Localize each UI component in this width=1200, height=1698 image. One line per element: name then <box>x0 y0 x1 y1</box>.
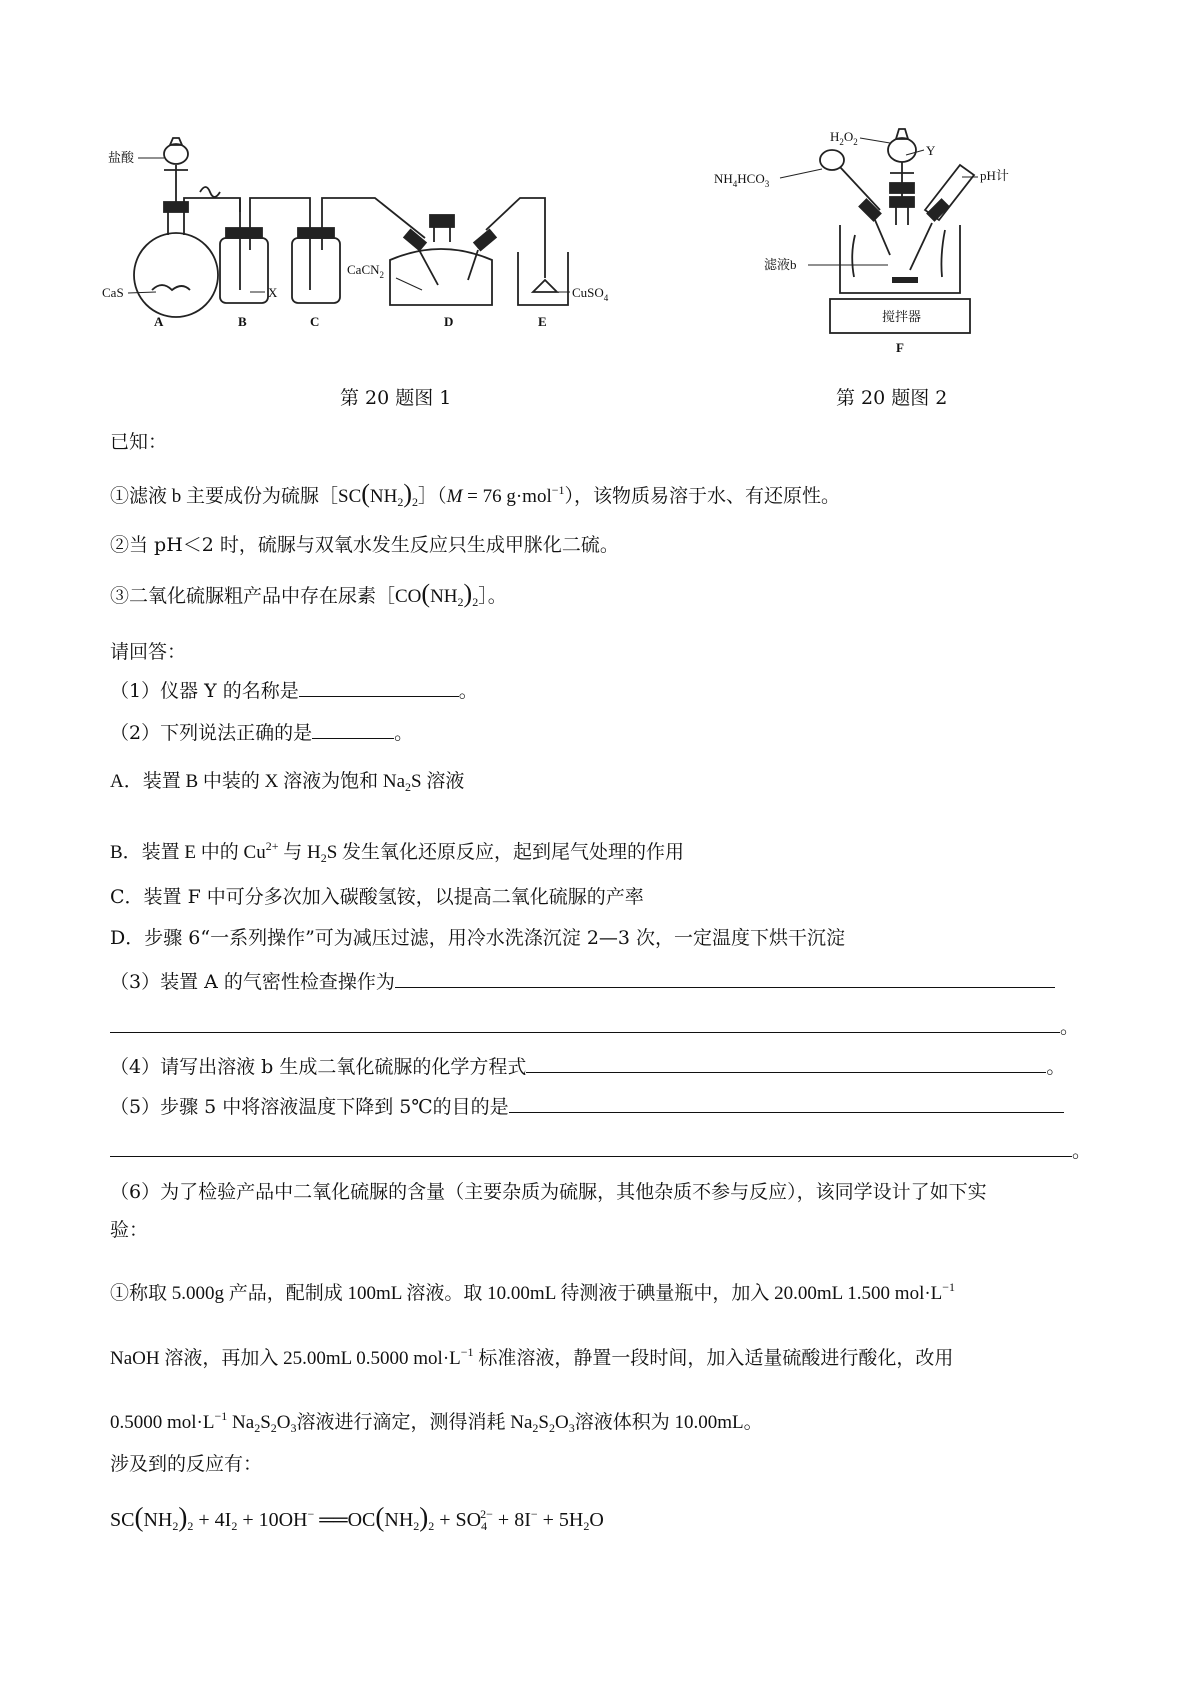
figure-2-caption: 第 20 题图 2 <box>836 387 948 409</box>
cacn2-label: CaCN$_2$ <box>347 262 384 280</box>
stirrer-label: 搅拌器 <box>882 309 922 324</box>
known-item-3: ③二氧化硫脲粗产品中存在尿素$[CO(NH_2)_2]$。 <box>110 579 507 609</box>
procedure-line-3: 0.5000 $mol\cdot L^{-1}$ $Na_2S_2O_3$溶液进行滴定，测得消耗 $Na_2S_2O_3$溶液体积为 10.00mL。 <box>110 1409 763 1435</box>
figure-1-drawing <box>100 120 690 345</box>
h2o2-label: $H_2O_2$ <box>830 129 858 147</box>
question-3: （3）装置 A 的气密性检查操作为 <box>110 967 1055 996</box>
question-5-cont: 。 <box>110 1136 1091 1165</box>
figure-1-labels <box>102 150 609 329</box>
bottle-c <box>292 238 340 303</box>
option-c: C．装置 F 中可分多次加入碳酸氢铵，以提高二氧化硫脲的产率 <box>110 886 644 908</box>
answer-blank-3b[interactable] <box>110 1012 1060 1033</box>
reaction-equation: $SC(NH_2)_2 + 4I_2 + 10OH^-$ $══OC(NH_2)_2 + SO_4^{2-} + 8I^- + 5H_2O$ <box>110 1502 604 1533</box>
flask-a <box>134 233 218 317</box>
answer-blank-4[interactable] <box>526 1052 1046 1073</box>
procedure-line-1: ①称取 5.000g 产品，配制成 100mL 溶液。取 10.00mL 待测液于碘量瓶中，加入 20.00mL 1.500 $mol\cdot L^{-1}$ <box>110 1280 956 1304</box>
question-6-line-1: （6）为了检验产品中二氧化硫脲的含量（主要杂质为硫脲，其他杂质不参与反应），该同学设计了如下实 <box>110 1181 987 1203</box>
question-5: （5）步骤 5 中将溶液温度下降到 5℃的目的是 <box>110 1092 1064 1121</box>
option-a: A．装置 B 中装的 X 溶液为饱和 $Na_2S$ 溶液 <box>110 771 465 794</box>
label-c: C <box>310 314 320 329</box>
label-e: E <box>538 314 547 329</box>
known-heading: 已知： <box>110 431 168 453</box>
beaker-e <box>518 252 568 305</box>
y-label: Y <box>926 143 936 158</box>
question-3-cont: 。 <box>110 1012 1079 1041</box>
question-1: （1）仪器 Y 的名称是 。 <box>110 676 478 705</box>
figure-2-apparatus <box>710 105 1010 360</box>
label-a: A <box>154 314 164 329</box>
figure-1-apparatus <box>100 120 690 345</box>
ask-heading: 请回答： <box>110 641 187 663</box>
option-d: D．步骤 6“一系列操作”可为减压过滤，用冷水洗涤沉淀 2—3 次，一定温度下烘干沉淀 <box>110 927 846 949</box>
cuso4-label: CuSO$_4$ <box>572 285 609 303</box>
question-6-line-2: 验： <box>110 1219 149 1241</box>
answer-blank-5b[interactable] <box>110 1136 1072 1157</box>
hcl-label: 盐酸 <box>108 150 135 165</box>
answer-blank-1[interactable] <box>299 676 459 697</box>
figure-1-caption: 第 20 题图 1 <box>340 387 452 409</box>
procedure-line-2: NaOH 溶液，再加入 25.00mL 0.5000 $mol\cdot L^{-1}$ 标准溶液，静置一段时间，加入适量硫酸进行酸化，改用 <box>110 1345 954 1369</box>
nh4hco3-label: $NH_4HCO_3$ <box>714 171 770 189</box>
flask-d <box>390 249 492 305</box>
question-4: （4）请写出溶液 b 生成二氧化硫脲的化学方程式 。 <box>110 1052 1065 1081</box>
x-label: X <box>268 285 278 300</box>
filtrate-b-label: 滤液b <box>764 257 797 272</box>
figure-2-drawing <box>710 105 1010 360</box>
label-f: F <box>896 340 904 355</box>
label-b: B <box>238 314 247 329</box>
bottle-b <box>220 238 268 303</box>
question-2: （2）下列说法正确的是 。 <box>110 718 413 747</box>
cas-label: CaS <box>102 285 124 300</box>
known-item-2: ②当 pH＜2 时，硫脲与双氧水发生反应只生成甲脒化二硫。 <box>110 534 619 556</box>
answer-blank-3a[interactable] <box>395 967 1055 988</box>
option-b: B．装置 E 中的 $Cu^{2+}$ 与 $H_2S$ 发生氧化还原反应，起到尾气处理的作用 <box>110 839 685 865</box>
ph-meter-label: pH计 <box>980 168 1009 183</box>
label-d: D <box>444 314 454 329</box>
dropping-funnel <box>164 144 188 164</box>
reaction-intro: 涉及到的反应有： <box>110 1453 263 1475</box>
known-item-1: ①滤液 b 主要成份为硫脲$[SC(NH_2)_2](M = 76$ g·mol$^{-1}$），该物质易溶于水、有还原性。 <box>110 479 841 509</box>
answer-blank-2[interactable] <box>312 718 394 739</box>
funnel-y <box>888 138 916 162</box>
figure-2-labels <box>714 129 1009 355</box>
answer-blank-5a[interactable] <box>509 1092 1064 1113</box>
